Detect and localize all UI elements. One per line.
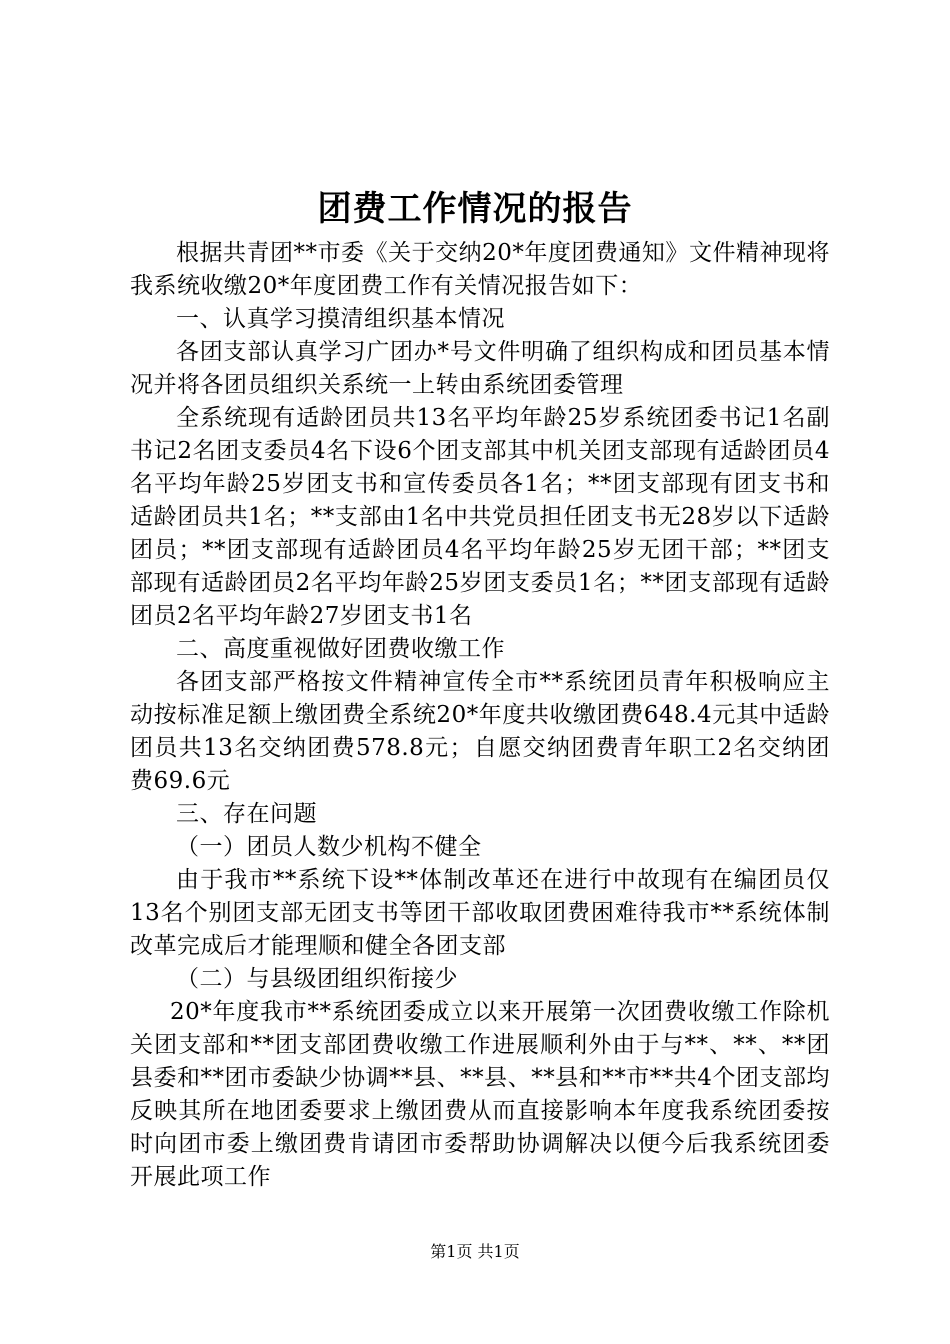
- section-heading-1: 一、认真学习摸清组织基本情况: [176, 306, 505, 332]
- subsection-heading-2: （二）与县级团组织衔接少: [176, 966, 458, 992]
- document-title: 团费工作情况的报告: [317, 189, 633, 229]
- document-body: [130, 237, 830, 1194]
- subsection-2-paragraph: 20*年度我市**系统团委成立以来开展第一次团费收缴工作除机关团支部和**团支部团费收缴工作进展顺利外由于与**、**、**团县委和**团市委缺少协调**县、**县、**县和**市**共4个团支部均反映其所在地团委要求上缴团费从而直接影响本年度我系统团委按时向团市委上缴团费肯请团市委帮助协调解决以便今后我系统团委开展此项工作: [130, 999, 830, 1190]
- intro-paragraph: 根据共青团**市委《关于交纳20*年度团费通知》文件精神现将我系统收缴20*年度团费工作有关情况报告如下：: [130, 240, 830, 299]
- section-1-paragraph-2: 全系统现有适龄团员共13名平均年龄25岁系统团委书记1名副书记2名团支委员4名下设6个团支部其中机关团支部现有适龄团员4名平均年龄25岁团支书和宣传委员各1名；**团支部现有团支书和适龄团员共1名；**支部由1名中共党员担任团支书无28岁以下适龄团员；**团支部现有适龄团员4名平均年龄25岁无团干部；**团支部现有适龄团员2名平均年龄25岁团支委员1名；**团支部现有适龄团员2名平均年龄27岁团支书1名: [130, 405, 830, 629]
- section-2-paragraph: 各团支部严格按文件精神宣传全市**系统团员青年积极响应主动按标准足额上缴团费全系统20*年度共收缴团费648.4元其中适龄团员共13名交纳团费578.8元；自愿交纳团费青年职工2名交纳团费69.6元: [130, 669, 830, 794]
- subsection-1-paragraph: 由于我市**系统下设**体制改革还在进行中故现有在编团员仅13名个别团支部无团支书等团干部收取团费困难待我市**系统体制改革完成后才能理顺和健全各团支部: [130, 867, 830, 959]
- section-heading-3: 三、存在问题: [176, 801, 317, 827]
- section-heading-2: 二、高度重视做好团费收缴工作: [176, 636, 505, 662]
- section-1-paragraph-1: 各团支部认真学习广团办*号文件明确了组织构成和团员基本情况并将各团员组织关系统一上转由系统团委管理: [130, 339, 830, 398]
- page-footer: 第1页 共1页: [430, 1242, 520, 1261]
- subsection-heading-1: （一）团员人数少机构不健全: [176, 834, 482, 860]
